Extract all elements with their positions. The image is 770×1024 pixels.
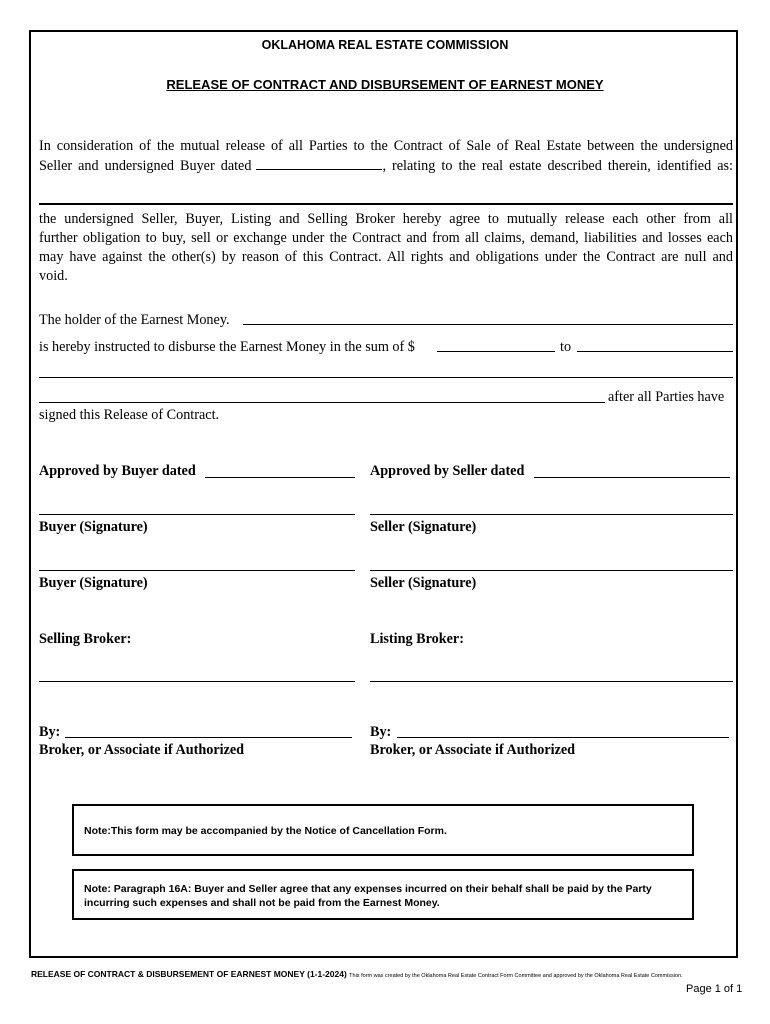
- seller-date-field[interactable]: [534, 477, 730, 478]
- after-label: after all Parties have: [608, 389, 725, 405]
- property-description-field[interactable]: [39, 203, 733, 205]
- buyer-signature-line-1[interactable]: [39, 514, 355, 515]
- seller-signature-line-1[interactable]: [370, 514, 733, 515]
- intro-line-1: In consideration of the mutual release of all Parties to the Contract of Sale of Real Estate between the undersigned: [39, 138, 733, 154]
- disburse-label: is hereby instructed to disburse the Earnest Money in the sum of $: [39, 339, 415, 355]
- selling-broker-label: Selling Broker:: [39, 631, 132, 647]
- cancellation-note-box: [72, 804, 694, 856]
- contract-date-field[interactable]: [256, 156, 382, 170]
- holder-field[interactable]: [243, 324, 733, 325]
- disburse-to-field-2[interactable]: [39, 377, 733, 378]
- by-right-label: By:: [370, 724, 392, 740]
- to-label: to: [560, 339, 572, 355]
- intro-line-2: Seller and undersigned Buyer dated , relating to the real estate described therein, identified as:: [39, 158, 733, 174]
- selling-broker-field[interactable]: [39, 681, 355, 682]
- release-line-3: may have against the other(s) by reason of this Contract. All rights and obligations under the Contract are null and: [39, 249, 733, 265]
- buyer-signature-label-2: Buyer (Signature): [39, 575, 148, 591]
- buyer-signature-line-2[interactable]: [39, 570, 355, 571]
- disburse-to-field-3[interactable]: [39, 402, 605, 403]
- seller-signature-label-1: Seller (Signature): [370, 519, 477, 535]
- disburse-to-field[interactable]: [577, 351, 733, 352]
- by-left-label: By:: [39, 724, 61, 740]
- footer-credit: This form was created by the Oklahoma Real Estate Contract Form Committee and approved by the Oklahoma Real Estate Commission.: [349, 973, 683, 979]
- by-right-field[interactable]: [397, 737, 729, 738]
- expenses-note-box: [72, 869, 694, 920]
- signed-label: signed this Release of Contract.: [39, 407, 220, 423]
- listing-broker-field[interactable]: [370, 681, 733, 682]
- form-title: RELEASE OF CONTRACT AND DISBURSEMENT OF EARNEST MONEY: [166, 77, 604, 92]
- seller-signature-label-2: Seller (Signature): [370, 575, 477, 591]
- broker-right-label: Broker, or Associate if Authorized: [370, 742, 576, 758]
- commission-title: OKLAHOMA REAL ESTATE COMMISSION: [261, 38, 509, 52]
- seller-dated-label: Approved by Seller dated: [370, 463, 525, 479]
- buyer-signature-label-1: Buyer (Signature): [39, 519, 148, 535]
- cancellation-note: Note:This form may be accompanied by the Notice of Cancellation Form.: [84, 825, 447, 837]
- expenses-note-line-2: incurring such expenses and shall not be paid from the Earnest Money.: [84, 897, 440, 909]
- buyer-date-field[interactable]: [205, 477, 355, 478]
- page-number: Page 1 of 1: [686, 983, 743, 995]
- buyer-dated-label: Approved by Buyer dated: [39, 463, 196, 479]
- footer-form-id: RELEASE OF CONTRACT & DISBURSEMENT OF EARNEST MONEY (1-1-2024) This form was created by the Oklahoma Real Estate Contract Form Committee and approved by the Oklahoma Real Estate Commission.: [31, 969, 683, 979]
- expenses-note-line-1: Note: Paragraph 16A: Buyer and Seller agree that any expenses incurred on their behalf shall be paid by the Party: [84, 883, 652, 895]
- listing-broker-label: Listing Broker:: [370, 631, 464, 647]
- release-line-4: void.: [39, 268, 68, 284]
- amount-field[interactable]: [437, 351, 555, 352]
- holder-label: The holder of the Earnest Money.: [39, 312, 230, 328]
- seller-signature-line-2[interactable]: [370, 570, 733, 571]
- release-line-2: further obligation to buy, sell or exchange under the Contract and from all claims, demand, liabilities and losses each: [39, 230, 733, 246]
- broker-left-label: Broker, or Associate if Authorized: [39, 742, 245, 758]
- release-line-1: the undersigned Seller, Buyer, Listing and Selling Broker hereby agree to mutually release each other from all: [39, 211, 733, 227]
- by-left-field[interactable]: [65, 737, 352, 738]
